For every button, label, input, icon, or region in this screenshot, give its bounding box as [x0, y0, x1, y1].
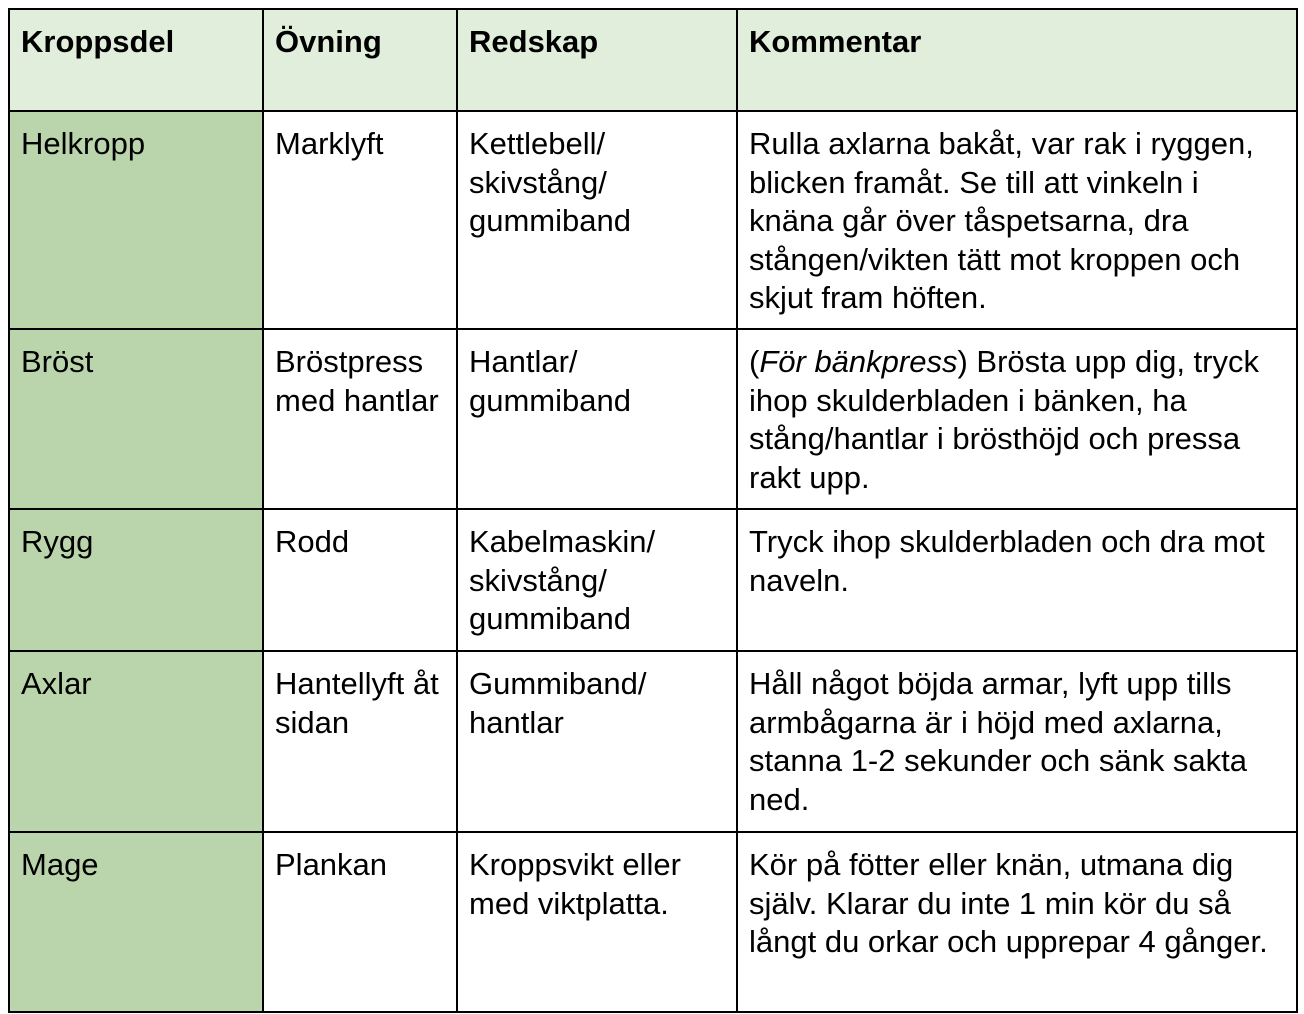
- table-header-row: [9, 9, 1297, 111]
- equipment-cell: [457, 329, 737, 509]
- body-part-cell: Bröst: [9, 329, 263, 509]
- header-body-part: Kroppsdel: [9, 9, 263, 111]
- comment-cell: [737, 329, 1297, 509]
- exercise-cell: Hantellyft åt sidan: [263, 651, 457, 832]
- header-exercise: Övning: [263, 9, 457, 111]
- exercise-cell: Bröstpress med hantlar: [263, 329, 457, 509]
- equipment-cell: [457, 651, 737, 832]
- exercise-table: [8, 8, 1298, 1013]
- body-part-cell: Helkropp: [9, 111, 263, 329]
- exercise-cell: Rodd: [263, 509, 457, 651]
- equipment-line: gummiband: [469, 382, 631, 418]
- body-part-cell: Axlar: [9, 651, 263, 832]
- comment-cell: Kör på fötter eller knän, utmana dig själv. Klarar du inte 1 min kör du så långt du orkar och upprepar 4 gånger.: [737, 832, 1297, 1012]
- equipment-line: hantlar: [469, 704, 564, 740]
- equipment-line: skivstång/: [469, 164, 607, 200]
- equipment-line: Gummiband/: [469, 666, 647, 701]
- comment-prefix: (: [749, 344, 760, 379]
- table-row: [9, 832, 1297, 1012]
- exercise-cell: Marklyft: [263, 111, 457, 329]
- equipment-line: Kabelmaskin/: [469, 524, 656, 559]
- comment-cell: Håll något böjda armar, lyft upp tills armbågarna är i höjd med axlarna, stanna 1-2 sekunder och sänk sakta ned.: [737, 651, 1297, 832]
- header-equipment: Redskap: [457, 9, 737, 111]
- equipment-line: skivstång/: [469, 562, 607, 598]
- header-comment: Kommentar: [737, 9, 1297, 111]
- table-row: [9, 509, 1297, 651]
- table-row: [9, 329, 1297, 509]
- equipment-line: gummiband: [469, 601, 631, 636]
- body-part-cell: Mage: [9, 832, 263, 1012]
- equipment-cell: [457, 111, 737, 329]
- equipment-line: Kroppsvikt eller med viktplatta.: [469, 847, 681, 921]
- equipment-cell: [457, 832, 737, 1012]
- equipment-cell: [457, 509, 737, 651]
- equipment-line: gummiband: [469, 203, 631, 238]
- table-row: [9, 651, 1297, 832]
- comment-cell: Rulla axlarna bakåt, var rak i ryggen, blicken framåt. Se till att vinkeln i knäna går över tåspetsarna, dra stången/vikten tätt mot kroppen och skjut fram höften.: [737, 111, 1297, 329]
- equipment-line: Hantlar/: [469, 344, 578, 379]
- comment-text: ) Brösta upp dig, tryck ihop skulderbladen i bänken, ha stång/hantlar i brösthöjd och pressa rakt upp.: [749, 344, 1259, 495]
- comment-italic: För bänkpress: [759, 344, 958, 379]
- exercise-cell: Plankan: [263, 832, 457, 1012]
- equipment-line: Kettlebell/: [469, 126, 606, 161]
- table-row: [9, 111, 1297, 329]
- body-part-cell: Rygg: [9, 509, 263, 651]
- comment-cell: Tryck ihop skulderbladen och dra mot naveln.: [737, 509, 1297, 651]
